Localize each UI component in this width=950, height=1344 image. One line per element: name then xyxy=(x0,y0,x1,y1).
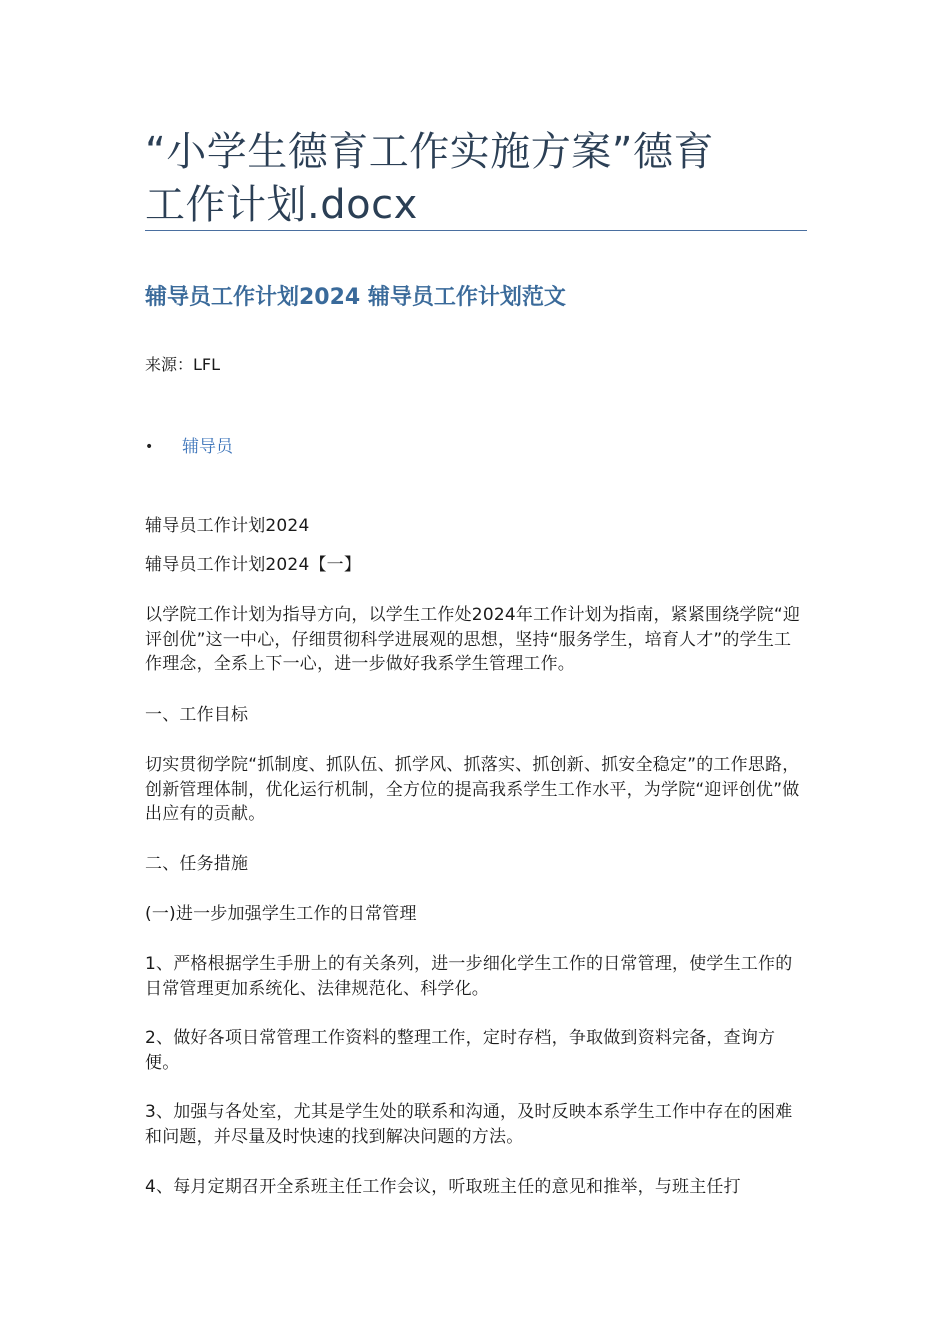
section-heading-measures: 二、任务措施 xyxy=(145,854,249,874)
title-divider xyxy=(145,230,807,231)
paragraph-heading-plan-one: 辅导员工作计划2024【一】 xyxy=(145,555,362,575)
list-item-3: 3、加强与各处室，尤其是学生处的联系和沟通，及时反映本系学生工作中存在的困难和问题，并尽量及时快速的找到解决问题的方法。 xyxy=(145,1102,793,1147)
bullet-dot-icon: • xyxy=(145,439,154,455)
source-line: 来源：LFL xyxy=(145,355,221,374)
section-heading-goals: 一、工作目标 xyxy=(145,705,249,725)
list-item-4: 4、每月定期召开全系班主任工作会议，听取班主任的意见和推举，与班主任打 xyxy=(145,1177,741,1197)
paragraph-intro: 以学院工作计划为指导方向，以学生工作处2024年工作计划为指南，紧紧围绕学院“迎评创优”这一中心，仔细贯彻科学进展观的思想，坚持“服务学生，培育人才”的学生工作理念，全系上下一心，进一步做好我系学生管理工作。 xyxy=(145,605,801,674)
list-item-1: 1、严格根据学生手册上的有关条列，进一步细化学生工作的日常管理，使学生工作的日常管理更加系统化、法律规范化、科学化。 xyxy=(145,954,793,999)
document-title-line-1: “小学生德育工作实施方案”德育 xyxy=(145,129,714,175)
paragraph-heading-plan: 辅导员工作计划2024 xyxy=(145,516,310,536)
tag-link-counselor[interactable]: 辅导员 xyxy=(182,437,233,457)
paragraph-goals: 切实贯彻学院“抓制度、抓队伍、抓学风、抓落实、抓创新、抓安全稳定”的工作思路，创新管理体制，优化运行机制，全方位的提高我系学生工作水平，为学院“迎评创优”做出应有的贡献。 xyxy=(145,755,800,824)
subsection-heading-daily-management: (一)进一步加强学生工作的日常管理 xyxy=(145,904,417,924)
document-title xyxy=(145,126,807,232)
list-item-2: 2、做好各项日常管理工作资料的整理工作，定时存档，争取做到资料完备，查询方便。 xyxy=(145,1028,776,1073)
document-title-line-2: 工作计划.docx xyxy=(145,182,418,228)
article-subtitle: 辅导员工作计划2024 辅导员工作计划范文 xyxy=(145,285,566,310)
